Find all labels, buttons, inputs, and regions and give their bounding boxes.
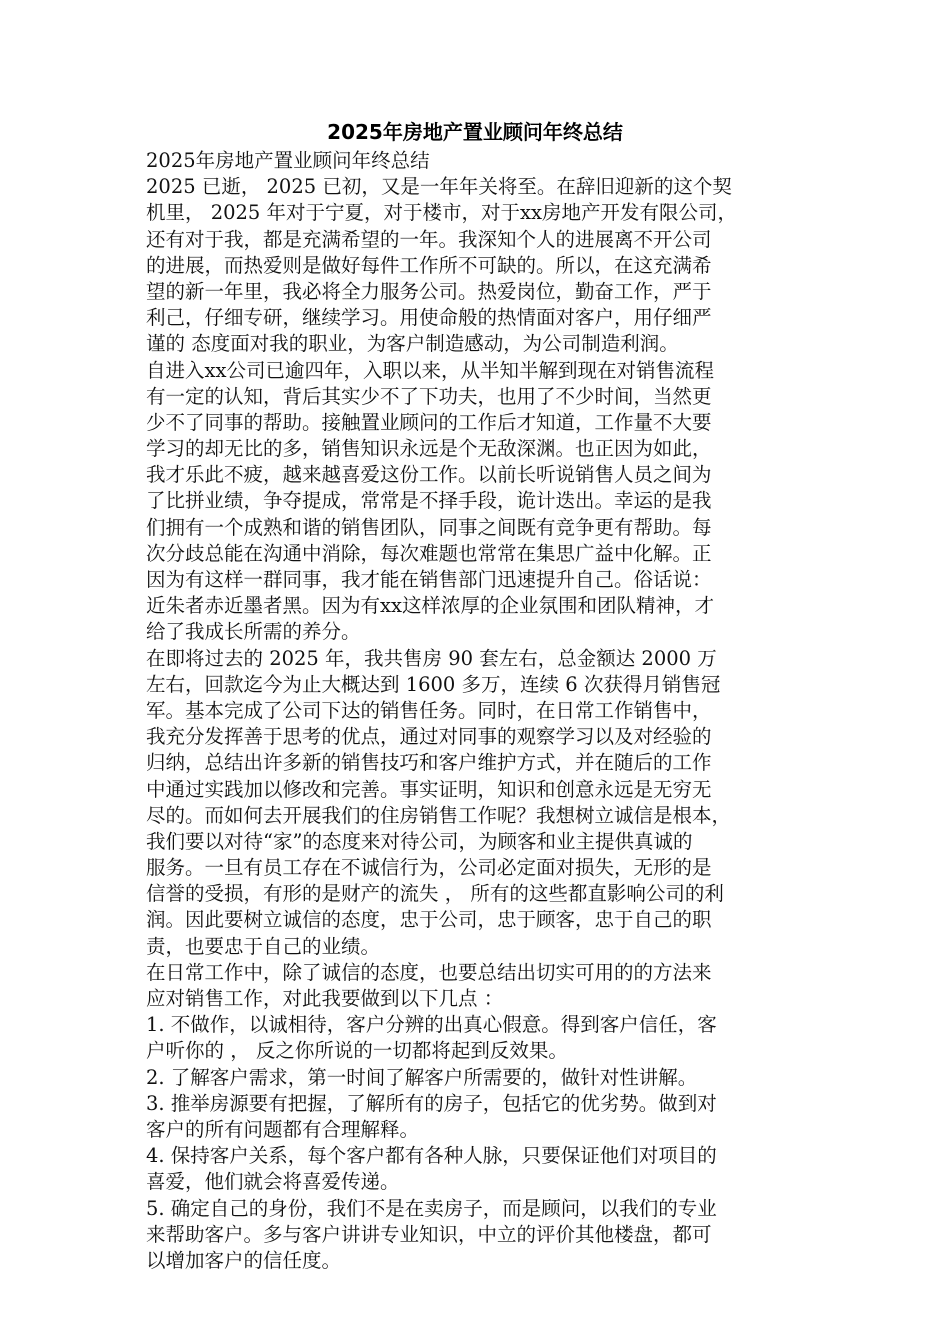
body-line: 们拥有一个成熟和谐的销售团队，同事之间既有竞争更有帮助。每 [146,515,712,539]
body-line: 责，也要忠于自己的业绩。 [146,934,381,958]
body-line: 来帮助客户。多与客户讲讲专业知识，中立的评价其他楼盘，都可 [146,1222,712,1246]
body-line: 因为有这样一群同事，我才能在销售部门迅速提升自己。俗话说： [146,568,712,591]
body-line: 服务。一旦有员工存在不诚信行为，公司必定面对损失，无形的是 [146,856,712,880]
body-line: 次分歧总能在沟通中消除，每次难题也常常在集思广益中化解。正 [146,541,712,565]
body-line: 应对销售工作，对此我要做到以下几点 ： [146,987,504,1010]
body-line: 2025年房地产置业顾问年终总结 [146,149,430,172]
body-line: 自进入xx公司已逾四年，入职以来，从半知半解到现在对销售流程 [146,358,714,382]
document-title: 2025年房地产置业顾问年终总结 [327,120,623,144]
body-line: 信誉的受损，有形的是财产的流失 ， 所有的这些都直影响公司的利 [146,882,724,906]
body-line: 望的新一年里，我必将全力服务公司。热爱岗位，勤奋工作，严于 [146,279,712,303]
body-line: 给了我成长所需的养分。 [146,620,361,644]
body-line: 在即将过去的 2025 年，我共售房 90 套左右，总金额达 2000 万 [146,646,717,670]
body-line: 中通过实践加以修改和完善。事实证明，知识和创意永远是无穷无 [146,777,712,801]
body-line: 我才乐此不疲，越来越喜爱这份工作。以前长听说销售人员之间为 [146,463,712,487]
body-line: 军。基本完成了公司下达的销售任务。同时，在日常工作销售中， [146,698,712,722]
body-line: 谨的 态度面对我的职业，为客户制造感动，为公司制造利润。 [146,332,679,356]
body-line: 左右，回款迄今为止大概达到 1600 多万，连续 6 次获得月销售冠 [146,672,721,696]
body-line: 的进展，而热爱则是做好每件工作所不可缺的。所以，在这充满希 [146,253,712,277]
body-line: 学习的却无比的多，销售知识永远是个无敌深渊。也正因为如此， [146,437,712,461]
body-line: 我们要以对待“家”的态度来对待公司，为顾客和业主提供真诚的 [146,829,693,853]
body-line: 近朱者赤近墨者黑。因为有xx这样浓厚的企业氛围和团队精神，才 [146,594,714,618]
body-line: 机里， 2025 年对于宁夏，对于楼市，对于xx房地产开发有限公司， [146,201,738,225]
body-line: 归纳，总结出许多新的销售技巧和客户维护方式，并在随后的工作 [146,751,712,775]
body-line: 尽的。而如何去开展我们的住房销售工作呢？我想树立诚信是根本， [146,803,732,827]
body-line: 喜爱，他们就会将喜爱传递。 [146,1170,400,1194]
body-line: 在日常工作中，除了诚信的态度，也要总结出切实可用的的方法来 [146,960,712,984]
body-line: 2. 了解客户需求，第一时间了解客户所需要的，做针对性讲解。 [146,1065,698,1089]
document-body [146,148,816,1274]
body-line: 3. 推举房源要有把握，了解所有的房子，包括它的优劣势。做到对 [146,1091,717,1115]
body-line: 润。因此要树立诚信的态度，忠于公司，忠于顾客，忠于自己的职 [146,908,712,932]
body-line: 利己，仔细专研，继续学习。用使命般的热情面对客户，用仔细严 [146,306,712,330]
body-line: 2025 已逝， 2025 已初，又是一年年关将至。在辞旧迎新的这个契 [146,175,732,199]
body-line: 少不了同事的帮助。接触置业顾问的工作后才知道，工作量不大要 [146,410,712,434]
body-line: 1. 不做作，以诚相待，客户分辨的出真心假意。得到客户信任，客 [146,1013,717,1037]
body-line: 我充分发挥善于思考的优点，通过对同事的观察学习以及对经验的 [146,725,712,749]
body-line: 以增加客户的信任度。 [146,1248,342,1272]
body-line: 5. 确定自己的身份，我们不是在卖房子，而是顾问，以我们的专业 [146,1196,717,1220]
body-line: 客户的所有问题都有合理解释。 [146,1117,420,1141]
body-line: 了比拼业绩，争夺提成，常常是不择手段，诡计迭出。幸运的是我 [146,489,712,513]
body-line: 有一定的认知，背后其实少不了下功夫，也用了不少时间，当然更 [146,384,712,408]
body-line: 4. 保持客户关系，每个客户都有各种人脉，只要保证他们对项目的 [146,1144,717,1168]
body-line: 户听你的 ， 反之你所说的一切都将起到反效果。 [146,1039,568,1063]
body-line: 还有对于我，都是充满希望的一年。我深知个人的进展离不开公司 [146,227,712,251]
